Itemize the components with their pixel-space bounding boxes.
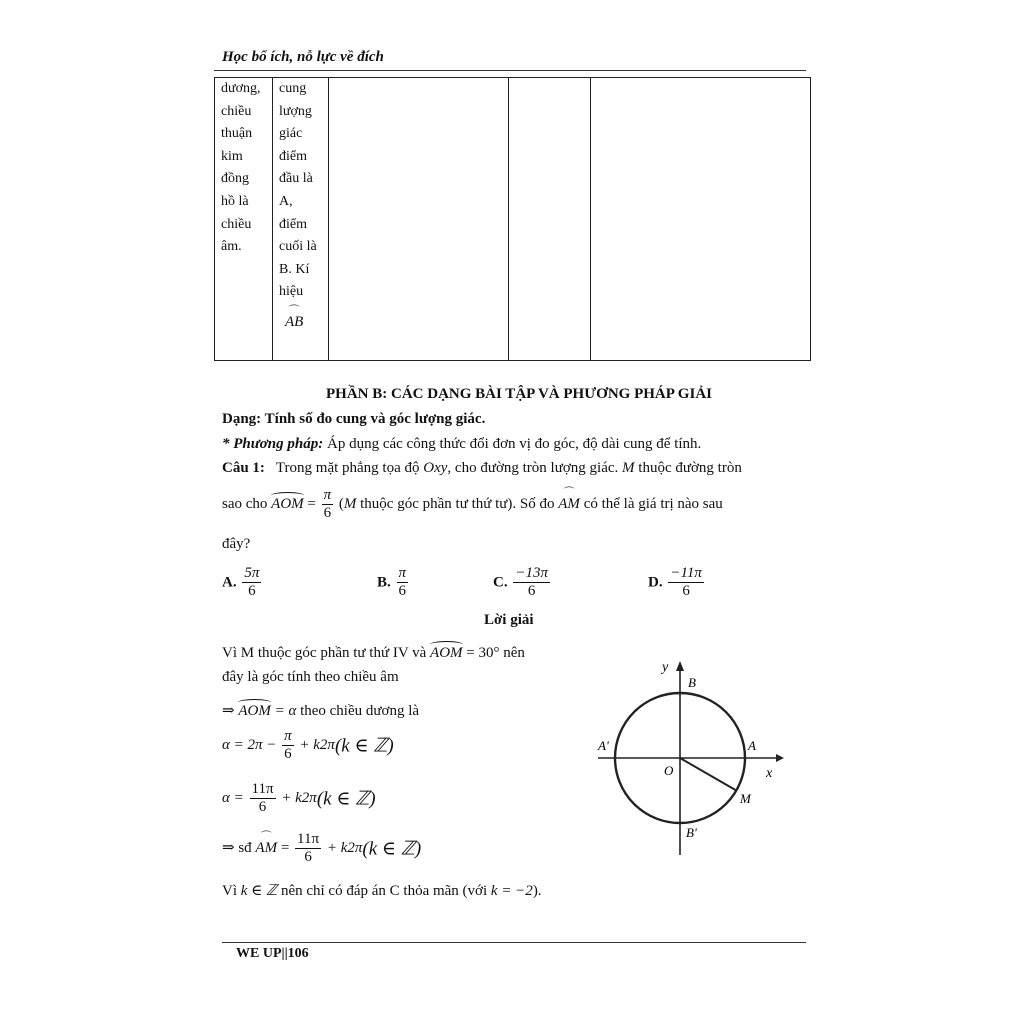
sol4-frac: $\frac{\pi}{6}$ bbox=[284, 728, 292, 763]
table-line: điểm bbox=[279, 216, 307, 232]
q2-text-a: sao cho bbox=[222, 496, 272, 513]
label-o: O bbox=[664, 763, 674, 778]
dang-label: Dạng: Tính số đo cung và góc lượng giác. bbox=[222, 411, 486, 427]
sol6-eq: = bbox=[277, 840, 290, 857]
option-denominator: 6 bbox=[527, 583, 536, 600]
option-denominator: 6 bbox=[398, 583, 407, 600]
table-line: cung bbox=[279, 81, 307, 96]
option-fraction bbox=[513, 565, 550, 601]
method-label: * Phương pháp: bbox=[222, 436, 324, 452]
solution-line-4 bbox=[222, 728, 394, 764]
cell-lines-col2 bbox=[279, 78, 322, 304]
q2-m: M bbox=[343, 496, 357, 513]
sol6-text-a: ⇒ sđ bbox=[222, 840, 256, 857]
sol5-frac: $\frac{11\pi}{6}$ bbox=[251, 781, 274, 816]
option-a[interactable] bbox=[222, 565, 263, 601]
label-a-prime: A' bbox=[598, 738, 609, 753]
label-b: B bbox=[688, 675, 696, 690]
option-b[interactable] bbox=[377, 565, 410, 601]
sol3-aom: AOM bbox=[238, 703, 271, 719]
label-m: M bbox=[740, 791, 751, 806]
sol7-text-b: nên chỉ có đáp án C thỏa mãn (với bbox=[277, 883, 491, 899]
question-label: Câu 1: bbox=[222, 460, 265, 476]
table-line: B. Kí bbox=[279, 261, 310, 277]
y-axis-arrow-icon bbox=[676, 661, 684, 671]
option-label: B. bbox=[377, 574, 391, 591]
solution-line-5 bbox=[222, 781, 376, 817]
sol1-aom: AOM bbox=[430, 645, 463, 661]
table-line: kim bbox=[221, 148, 243, 164]
option-fraction bbox=[242, 565, 261, 601]
footer-rule bbox=[222, 942, 806, 943]
q2-text-d: có thể là giá trị nào sau bbox=[579, 496, 723, 513]
table-line: hồ là bbox=[221, 193, 249, 209]
table-line: thuận bbox=[221, 126, 253, 142]
table-line: điểm bbox=[279, 148, 307, 164]
header-title: Học bổ ích, nỗ lực về đích bbox=[222, 49, 384, 65]
option-fraction bbox=[668, 565, 704, 601]
table-cell-arc bbox=[273, 78, 329, 361]
solution-line-1 bbox=[222, 645, 525, 662]
option-numerator: π bbox=[397, 565, 409, 583]
sol3-eq: = α bbox=[270, 703, 297, 719]
label-b-prime: B' bbox=[686, 825, 697, 840]
sol4-text-b: + k2π bbox=[299, 737, 335, 754]
option-denominator: 6 bbox=[248, 583, 256, 600]
sol5-text-a: α = bbox=[222, 790, 244, 807]
label-a: A bbox=[748, 738, 756, 753]
table-line: chiều bbox=[221, 216, 252, 232]
section-title: PHẦN B: CÁC DẠNG BÀI TẬP VÀ PHƯƠNG PHÁP GIẢI bbox=[326, 386, 712, 402]
option-label: C. bbox=[493, 574, 508, 591]
q2-text-b: ( bbox=[338, 496, 344, 513]
option-d[interactable] bbox=[648, 565, 706, 601]
angle-aom: AOM bbox=[271, 496, 304, 513]
question-line-1 bbox=[222, 460, 742, 477]
sol7-text-a: Vì bbox=[222, 883, 241, 899]
table-cell-direction bbox=[215, 78, 273, 361]
sol5-paren: (k ∈ ℤ) bbox=[316, 788, 376, 810]
table-line: giác bbox=[279, 126, 303, 142]
option-label: A. bbox=[222, 574, 237, 591]
solution-line-3 bbox=[222, 701, 419, 720]
table-line: đồng bbox=[221, 171, 249, 187]
x-axis-arrow-icon bbox=[776, 754, 784, 762]
sol3-text-b: theo chiều dương là bbox=[296, 703, 420, 719]
q1-text-b: , cho đường tròn lượng giác. bbox=[447, 460, 623, 476]
table-line: lượng bbox=[279, 103, 312, 119]
option-numerator: −13π bbox=[513, 565, 550, 583]
option-label: D. bbox=[648, 574, 663, 591]
cell-lines-col1 bbox=[221, 78, 266, 259]
sol1-eq: = 30° bbox=[462, 645, 500, 661]
sol1-text-a: Vì M thuộc góc phần tư thứ IV và bbox=[222, 645, 431, 661]
sol4-text-a: α = 2π − bbox=[222, 737, 277, 754]
sol4-paren: (k ∈ ℤ) bbox=[334, 735, 394, 757]
footer-page-label: WE UP||106 bbox=[236, 946, 309, 961]
solution-line-2: đây là góc tính theo chiều âm bbox=[222, 669, 399, 685]
method-text: Áp dụng các công thức đổi đơn vị đo góc, độ dài cung để tính. bbox=[323, 436, 702, 452]
option-numerator: 5π bbox=[242, 565, 261, 583]
sol3-arrow: ⇒ bbox=[222, 703, 239, 719]
option-denominator: 6 bbox=[682, 583, 690, 600]
solution-line-7 bbox=[222, 881, 542, 900]
sol6-text-b: + k2π bbox=[326, 840, 363, 857]
table-line: âm. bbox=[221, 239, 242, 255]
sol7-k: k ∈ ℤ bbox=[240, 883, 278, 899]
question-line-2 bbox=[222, 487, 723, 523]
header-rule bbox=[214, 70, 806, 71]
table-line: hiệu bbox=[279, 284, 304, 300]
definition-table bbox=[214, 77, 811, 361]
question-line-3: đây? bbox=[222, 536, 251, 552]
arc-am: ⌒ AM bbox=[558, 496, 580, 513]
sol6-paren: (k ∈ ℤ) bbox=[362, 838, 422, 860]
q1-oxy: Oxy bbox=[423, 460, 448, 476]
solution-line-6 bbox=[222, 831, 421, 867]
label-y: y bbox=[662, 660, 669, 675]
table-cell-empty-2 bbox=[509, 78, 591, 361]
sol7-k2: k = −2 bbox=[490, 883, 533, 899]
table-line: A, bbox=[279, 193, 293, 209]
sol5-text-b: + k2π bbox=[281, 790, 317, 807]
radius-om bbox=[680, 758, 736, 791]
option-numerator: −11π bbox=[668, 565, 704, 583]
sol6-am: ⌒ AM bbox=[255, 840, 277, 857]
table-line: chiều bbox=[221, 103, 252, 119]
sol6-frac: $\frac{11\pi}{6}$ bbox=[297, 831, 320, 866]
table-cell-empty-1 bbox=[329, 78, 509, 361]
label-x: x bbox=[766, 766, 773, 781]
q2-text-c: thuộc góc phần tư thứ tư). Số đo bbox=[356, 496, 559, 513]
q2-eq: = bbox=[303, 496, 316, 513]
fraction-pi-6: $\frac{\pi}{6}$ bbox=[323, 487, 332, 522]
arc-ab-symbol: ⌒ AB bbox=[279, 314, 322, 331]
table-line: cuối là bbox=[279, 239, 317, 255]
sol1-text-b: nên bbox=[499, 645, 525, 661]
q1-text-a: Trong mặt phẳng tọa độ bbox=[275, 460, 424, 476]
sol7-text-c: ). bbox=[532, 883, 542, 899]
option-fraction bbox=[397, 565, 409, 601]
q1-m: M bbox=[622, 460, 635, 476]
table-line: đầu là bbox=[279, 171, 313, 187]
method-line bbox=[222, 436, 701, 453]
table-line: dương, bbox=[221, 81, 261, 96]
option-c[interactable] bbox=[493, 565, 552, 601]
q1-text-c: thuộc đường tròn bbox=[634, 460, 742, 476]
unit-circle-diagram bbox=[590, 655, 790, 855]
solution-title: Lời giải bbox=[484, 612, 534, 628]
table-cell-empty-3 bbox=[591, 78, 811, 361]
